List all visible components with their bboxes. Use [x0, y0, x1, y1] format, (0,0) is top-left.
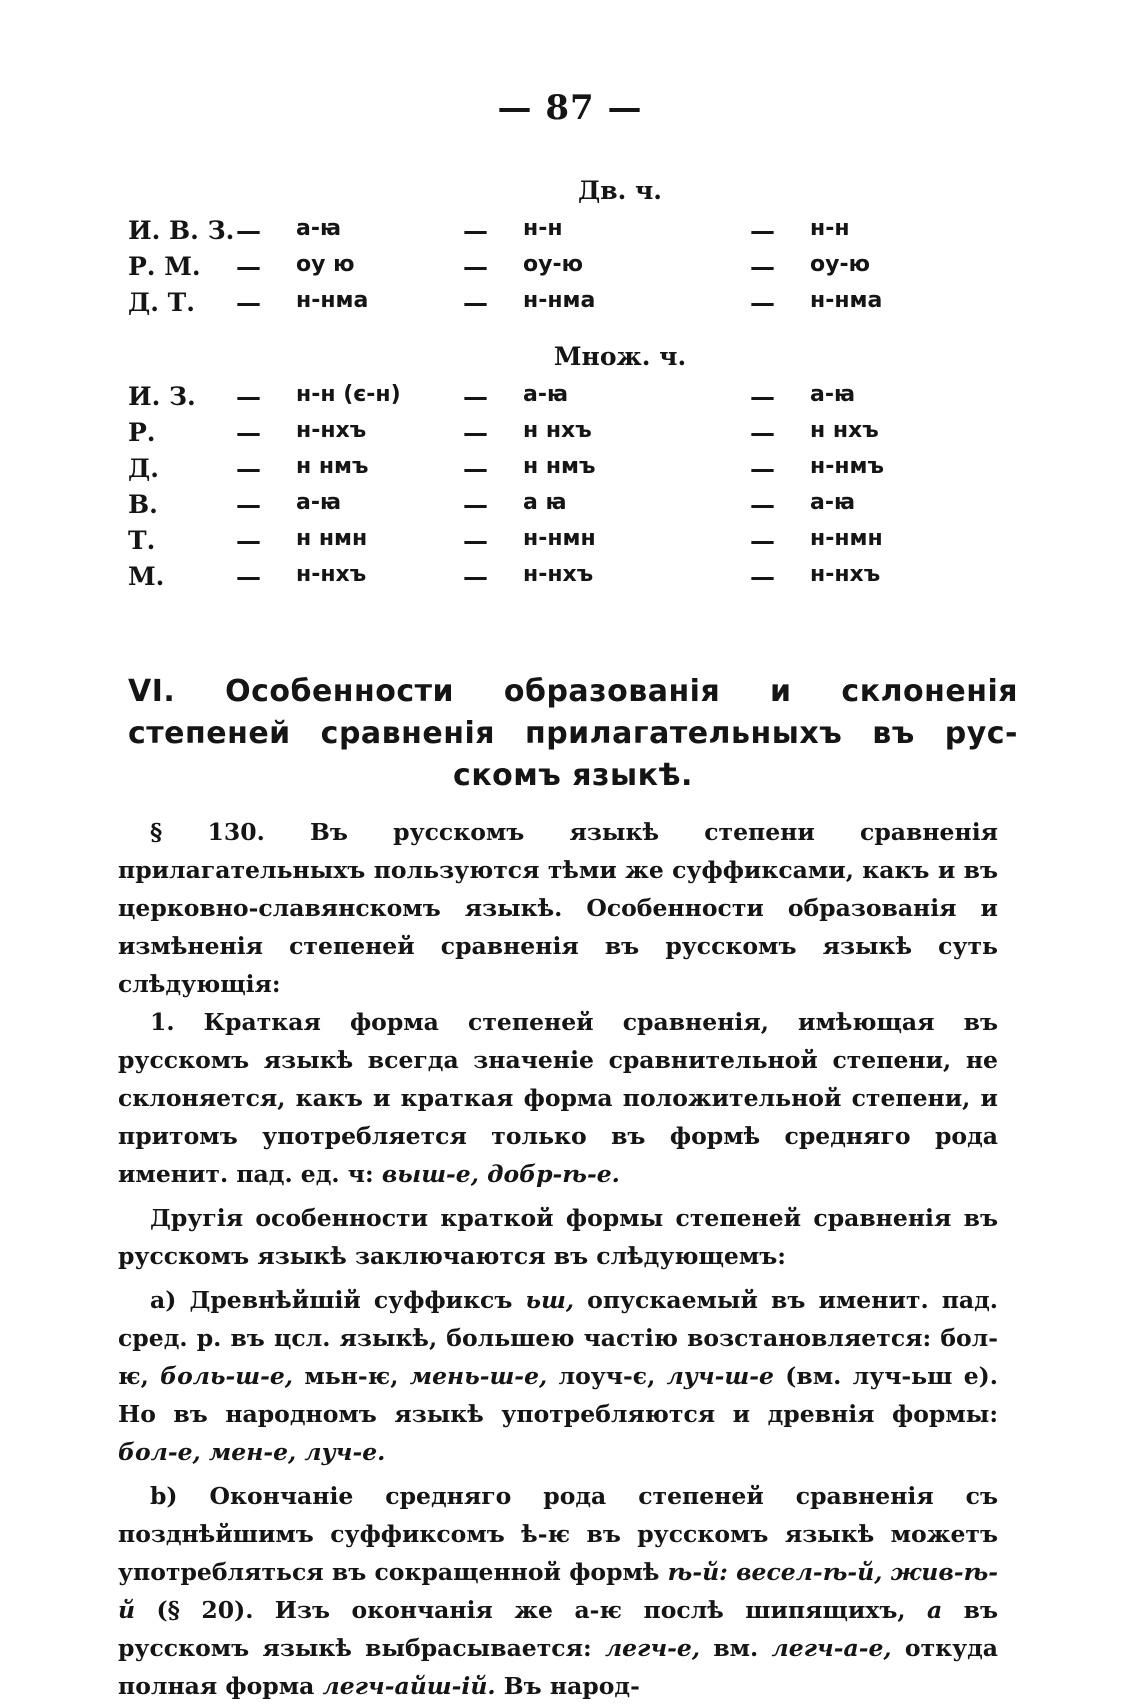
ending-form: н-н (є-н): [296, 382, 401, 407]
dash: —: [750, 454, 775, 483]
example-word: мень-ш-е,: [409, 1362, 548, 1390]
heading-line: степеней сравненія прилагательныхъ въ рус-: [128, 716, 1018, 751]
dash: —: [463, 382, 488, 411]
dash: —: [750, 490, 775, 519]
ending-form: а-ꙗ: [296, 216, 342, 241]
ending-form: а-ꙗ: [523, 382, 569, 407]
ending-form: а-ꙗ: [810, 382, 856, 407]
case-label: Р. М.: [128, 252, 201, 281]
dash: —: [236, 562, 261, 591]
ending-form: н-нма: [296, 288, 369, 313]
ending-form: оу-ю: [523, 252, 583, 277]
dash: —: [463, 454, 488, 483]
case-label: М.: [128, 562, 165, 591]
dash: —: [236, 526, 261, 555]
table-row: [128, 216, 908, 252]
paragraph-other-features: [118, 1199, 998, 1275]
ending-form: н нмн: [296, 526, 368, 551]
example-word: бол-ѥ,: [118, 1324, 998, 1390]
example-word: добр-ѣ-е.: [487, 1160, 620, 1188]
table-row: [128, 418, 908, 454]
dash: —: [750, 526, 775, 555]
ending-form: н нхъ: [810, 418, 879, 443]
dash: —: [463, 526, 488, 555]
case-label: И. З.: [128, 382, 196, 411]
dash: —: [236, 288, 261, 317]
dash: —: [236, 490, 261, 519]
example-word: мен-е,: [208, 1438, 297, 1466]
dash: —: [236, 382, 261, 411]
paragraph-text: въ русскомъ языкѣ выбрасывается:: [118, 1596, 998, 1662]
case-label: Д.: [128, 454, 159, 483]
table-row: [128, 454, 908, 490]
example-word: а: [926, 1596, 943, 1624]
dash: —: [750, 288, 775, 317]
dash: —: [463, 490, 488, 519]
example-word: легч-айш-ій.: [322, 1672, 496, 1700]
example-word: выш-е,: [381, 1160, 479, 1188]
table-row: [128, 252, 908, 288]
paragraph-text: 1. Краткая форма степеней сравненія, имѣющая въ русскомъ языкѣ всегда значеніе сравнительной степени, не склоняется, какъ и краткая форма положительной степени, и притомъ употребляется только въ формѣ средняго рода именит. пад. ед. ч:: [118, 1008, 998, 1188]
paragraph-text: a) Древнѣйшій суффиксъ: [150, 1286, 513, 1314]
example-word: ьш,: [525, 1286, 575, 1314]
ending-form: н нмъ: [296, 454, 369, 479]
case-label: В.: [128, 490, 158, 519]
ending-form: а-ꙗ: [296, 490, 342, 515]
dash: —: [463, 418, 488, 447]
example-word: легч-а-е,: [771, 1634, 892, 1662]
ending-form: оу-ю: [810, 252, 870, 277]
table-row: [128, 382, 908, 418]
plural-number-label: Множ. ч.: [553, 342, 687, 371]
table-row: [128, 562, 908, 598]
ending-form: н-нмн: [523, 526, 596, 551]
dual-number-label: Дв. ч.: [577, 176, 662, 205]
ending-form: н нхъ: [523, 418, 592, 443]
ending-form: а-ꙗ: [810, 490, 856, 515]
ending-form: н-нхъ: [810, 562, 881, 587]
paragraph-text: откуда полная форма: [118, 1634, 999, 1700]
paragraph-text: (§ 20). Изъ окончанія же а-ѥ послѣ шипящихъ,: [156, 1596, 906, 1624]
dash: —: [463, 216, 488, 245]
dash: —: [236, 454, 261, 483]
dash: —: [236, 418, 261, 447]
example-word: ѣ-й: весел-ѣ-й, жив-ѣ-й: [118, 1558, 998, 1624]
dash: —: [750, 382, 775, 411]
paragraph-text: Другія особенности краткой формы степеней сравненія въ русскомъ языкѣ заключаются въ слѣдующемъ:: [118, 1204, 998, 1270]
example-word: легч-е,: [604, 1634, 701, 1662]
dual-declension-table: [128, 216, 908, 324]
heading-line: скомъ языкѣ.: [453, 758, 693, 793]
ending-form: н-нмъ: [810, 454, 885, 479]
ending-form: а ꙗ: [523, 490, 567, 515]
paragraph-text: вм.: [713, 1634, 759, 1662]
body-text: [118, 813, 998, 1705]
ending-form: оу ю: [296, 252, 355, 277]
example-word: бол-е,: [118, 1438, 201, 1466]
case-label: И. В. З.: [128, 216, 235, 245]
ending-form: н-н: [810, 216, 850, 241]
paragraph-point-b: [118, 1477, 998, 1705]
ending-form: н-нхъ: [296, 418, 367, 443]
paragraph-text: b) Окончаніе средняго рода степеней сравненія съ позднѣйшимъ суффиксомъ ѣ-ѥ въ русскомъ языкѣ можетъ употребляться въ сокращенной формѣ: [118, 1482, 998, 1586]
dash: —: [750, 562, 775, 591]
paragraph-130: [118, 813, 998, 1003]
ending-form: н-нмн: [810, 526, 883, 551]
table-row: [128, 490, 908, 526]
heading-line: VI. Особенности образованія и склоненія: [128, 674, 1018, 709]
ending-form: н-нхъ: [296, 562, 367, 587]
table-row: [128, 288, 908, 324]
dash: —: [236, 216, 261, 245]
paragraph-point-a: [118, 1281, 998, 1471]
paragraph-text: опускаемый въ именит. пад. сред. р. въ цсл. языкѣ, большею частію возстановляется:: [118, 1286, 998, 1352]
page-number: — 87 —: [497, 88, 643, 128]
case-label: Д. Т.: [128, 288, 195, 317]
example-word: боль-ш-е,: [160, 1362, 293, 1390]
dash: —: [463, 252, 488, 281]
paragraph-text: § 130. Въ русскомъ языкѣ степени сравненія прилагательныхъ пользуются тѣми же суффиксами, какъ и въ церковно-славянскомъ языкѣ. Особенности образованія и измѣненія степеней сравненія въ русскомъ языкѣ суть слѣдующія:: [118, 818, 998, 998]
ending-form: н-нма: [810, 288, 883, 313]
ending-form: н-н: [523, 216, 563, 241]
paragraph-point-1: [118, 1003, 998, 1193]
ending-form: н-нма: [523, 288, 596, 313]
example-word: луч-е.: [304, 1438, 386, 1466]
paragraph-text: Въ народ-: [503, 1672, 640, 1700]
dash: —: [463, 288, 488, 317]
plural-declension-table: [128, 382, 908, 598]
example-word: мьн-ѥ,: [304, 1362, 399, 1390]
ending-form: н-нхъ: [523, 562, 594, 587]
dash: —: [750, 216, 775, 245]
case-label: Т.: [128, 526, 156, 555]
dash: —: [463, 562, 488, 591]
dash: —: [750, 252, 775, 281]
ending-form: н нмъ: [523, 454, 596, 479]
case-label: Р.: [128, 418, 156, 447]
table-row: [128, 526, 908, 562]
example-word: луч-ш-е: [666, 1362, 774, 1390]
paragraph-text: (вм. луч-ьш е). Но въ народномъ языкѣ употребляются и древнія формы:: [118, 1362, 998, 1428]
example-word: лоуч-є,: [558, 1362, 656, 1390]
dash: —: [750, 418, 775, 447]
section-heading: [128, 671, 1018, 797]
dash: —: [236, 252, 261, 281]
